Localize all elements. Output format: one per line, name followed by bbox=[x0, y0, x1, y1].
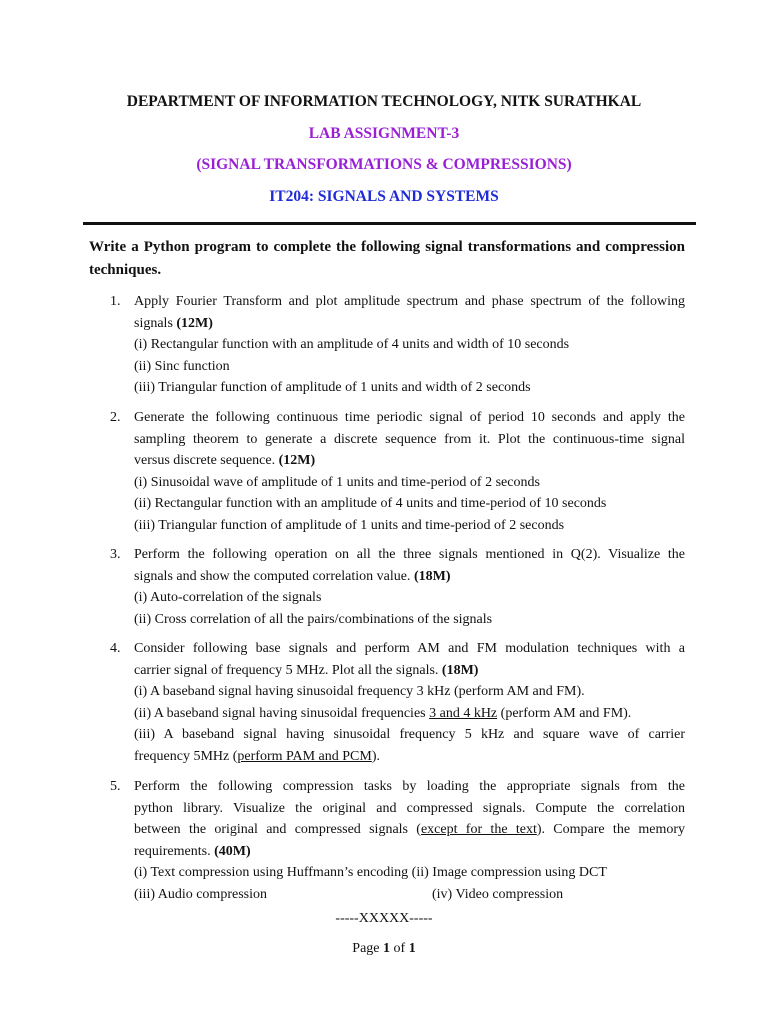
question-3-item: (ii) Cross correlation of all the pairs/combinations of the signals bbox=[134, 611, 493, 627]
question-4 bbox=[134, 638, 685, 767]
question-5-line: python library. Visualize the original and compressed signals. Compute the correlation bbox=[134, 800, 685, 816]
question-1-item: (i) Rectangular function with an amplitude of 4 units and width of 10 seconds bbox=[134, 337, 570, 352]
underlined-text: perform PAM and PCM bbox=[237, 748, 372, 764]
question-5-marks: (40M) bbox=[214, 843, 251, 859]
lab-assignment-title: LAB ASSIGNMENT-3 bbox=[308, 125, 460, 142]
question-5-item: (i) Text compression using Huffmann’s encoding (ii) Image compression using DCT bbox=[134, 865, 607, 880]
question-1-item: (iii) Triangular function of amplitude of 1 units and width of 2 seconds bbox=[134, 380, 531, 395]
question-1-item: (ii) Sinc function bbox=[134, 358, 230, 374]
question-1 bbox=[134, 291, 685, 399]
question-5-line: Perform the following compression tasks by loading the appropriate signals from the bbox=[134, 779, 685, 794]
question-4-item: (ii) A baseband signal having sinusoidal frequencies 3 and 4 kHz (perform AM and FM). bbox=[134, 705, 632, 721]
question-1-marks: (12M) bbox=[176, 315, 213, 331]
question-4-marks: (18M) bbox=[441, 662, 479, 678]
question-1-line: Apply Fourier Transform and plot amplitude spectrum and phase spectrum of the following bbox=[134, 294, 685, 309]
header-divider bbox=[83, 222, 696, 225]
question-3 bbox=[134, 544, 685, 630]
question-2-item: (ii) Rectangular function with an amplitude of 4 units and time-period of 10 seconds bbox=[134, 496, 607, 511]
question-2-item: (i) Sinusoidal wave of amplitude of 1 units and time-period of 2 seconds bbox=[134, 474, 540, 490]
question-4-line: Consider following base signals and perform AM and FM modulation techniques with a bbox=[134, 641, 685, 656]
question-5-item: (iv) Video compression bbox=[432, 886, 564, 902]
question-5-item: (iii) Audio compression bbox=[134, 886, 267, 902]
question-3-number: 3. bbox=[110, 547, 121, 562]
course-title: IT204: SIGNALS AND SYSTEMS bbox=[269, 188, 499, 205]
question-2-marks: (12M) bbox=[278, 453, 316, 468]
question-5-line: between the original and compressed signals (except for the text). Compare the memory bbox=[134, 822, 685, 837]
question-5-number: 5. bbox=[110, 779, 121, 794]
question-4-number: 4. bbox=[110, 641, 121, 656]
department-heading: DEPARTMENT OF INFORMATION TECHNOLOGY, NITK SURATHKAL bbox=[126, 93, 642, 110]
question-3-marks: (18M) bbox=[413, 568, 451, 584]
question-1-line: signals (12M) bbox=[134, 315, 213, 331]
question-3-line: Perform the following operation on all the three signals mentioned in Q(2). Visualize the bbox=[134, 547, 685, 562]
question-2 bbox=[134, 407, 685, 536]
underlined-text: 3 and 4 kHz bbox=[429, 705, 498, 721]
page-number: Page 1 of 1 bbox=[352, 941, 416, 956]
question-4-line: frequency 5MHz (perform PAM and PCM). bbox=[134, 748, 381, 764]
question-4-line: carrier signal of frequency 5 MHz. Plot all the signals. (18M) bbox=[134, 662, 479, 678]
question-5 bbox=[134, 776, 685, 905]
question-4-item: (i) A baseband signal having sinusoidal frequency 3 kHz (perform AM and FM). bbox=[134, 684, 585, 699]
question-2-line: versus discrete sequence. (12M) bbox=[134, 453, 316, 468]
question-2-number: 2. bbox=[110, 410, 121, 425]
question-2-item: (iii) Triangular function of amplitude of 1 units and time-period of 2 seconds bbox=[134, 517, 565, 533]
question-1-number: 1. bbox=[110, 294, 121, 309]
underlined-text: except for the text bbox=[420, 822, 537, 837]
page-total: 1 bbox=[408, 941, 416, 956]
question-2-line: Generate the following continuous time periodic signal of period 10 seconds and apply the bbox=[134, 410, 685, 425]
end-of-questions-mark: -----XXXXX----- bbox=[335, 911, 433, 926]
question-3-line: signals and show the computed correlation value. (18M) bbox=[134, 568, 451, 584]
assignment-subtitle: (SIGNAL TRANSFORMATIONS & COMPRESSIONS) bbox=[196, 156, 572, 173]
question-4-item: (iii) A baseband signal having sinusoidal frequency 5 kHz and square wave of carrier bbox=[134, 727, 685, 742]
instructions-text: Write a Python program to complete the following signal transformations and compression techniques. bbox=[89, 239, 685, 278]
page-current: 1 bbox=[383, 941, 391, 956]
question-5-item-row bbox=[134, 884, 685, 906]
question-5-line: requirements. (40M) bbox=[134, 843, 251, 859]
question-3-item: (i) Auto-correlation of the signals bbox=[134, 590, 322, 605]
question-2-line: sampling theorem to generate a discrete sequence from it. Plot the continuous-time signal bbox=[134, 431, 685, 447]
